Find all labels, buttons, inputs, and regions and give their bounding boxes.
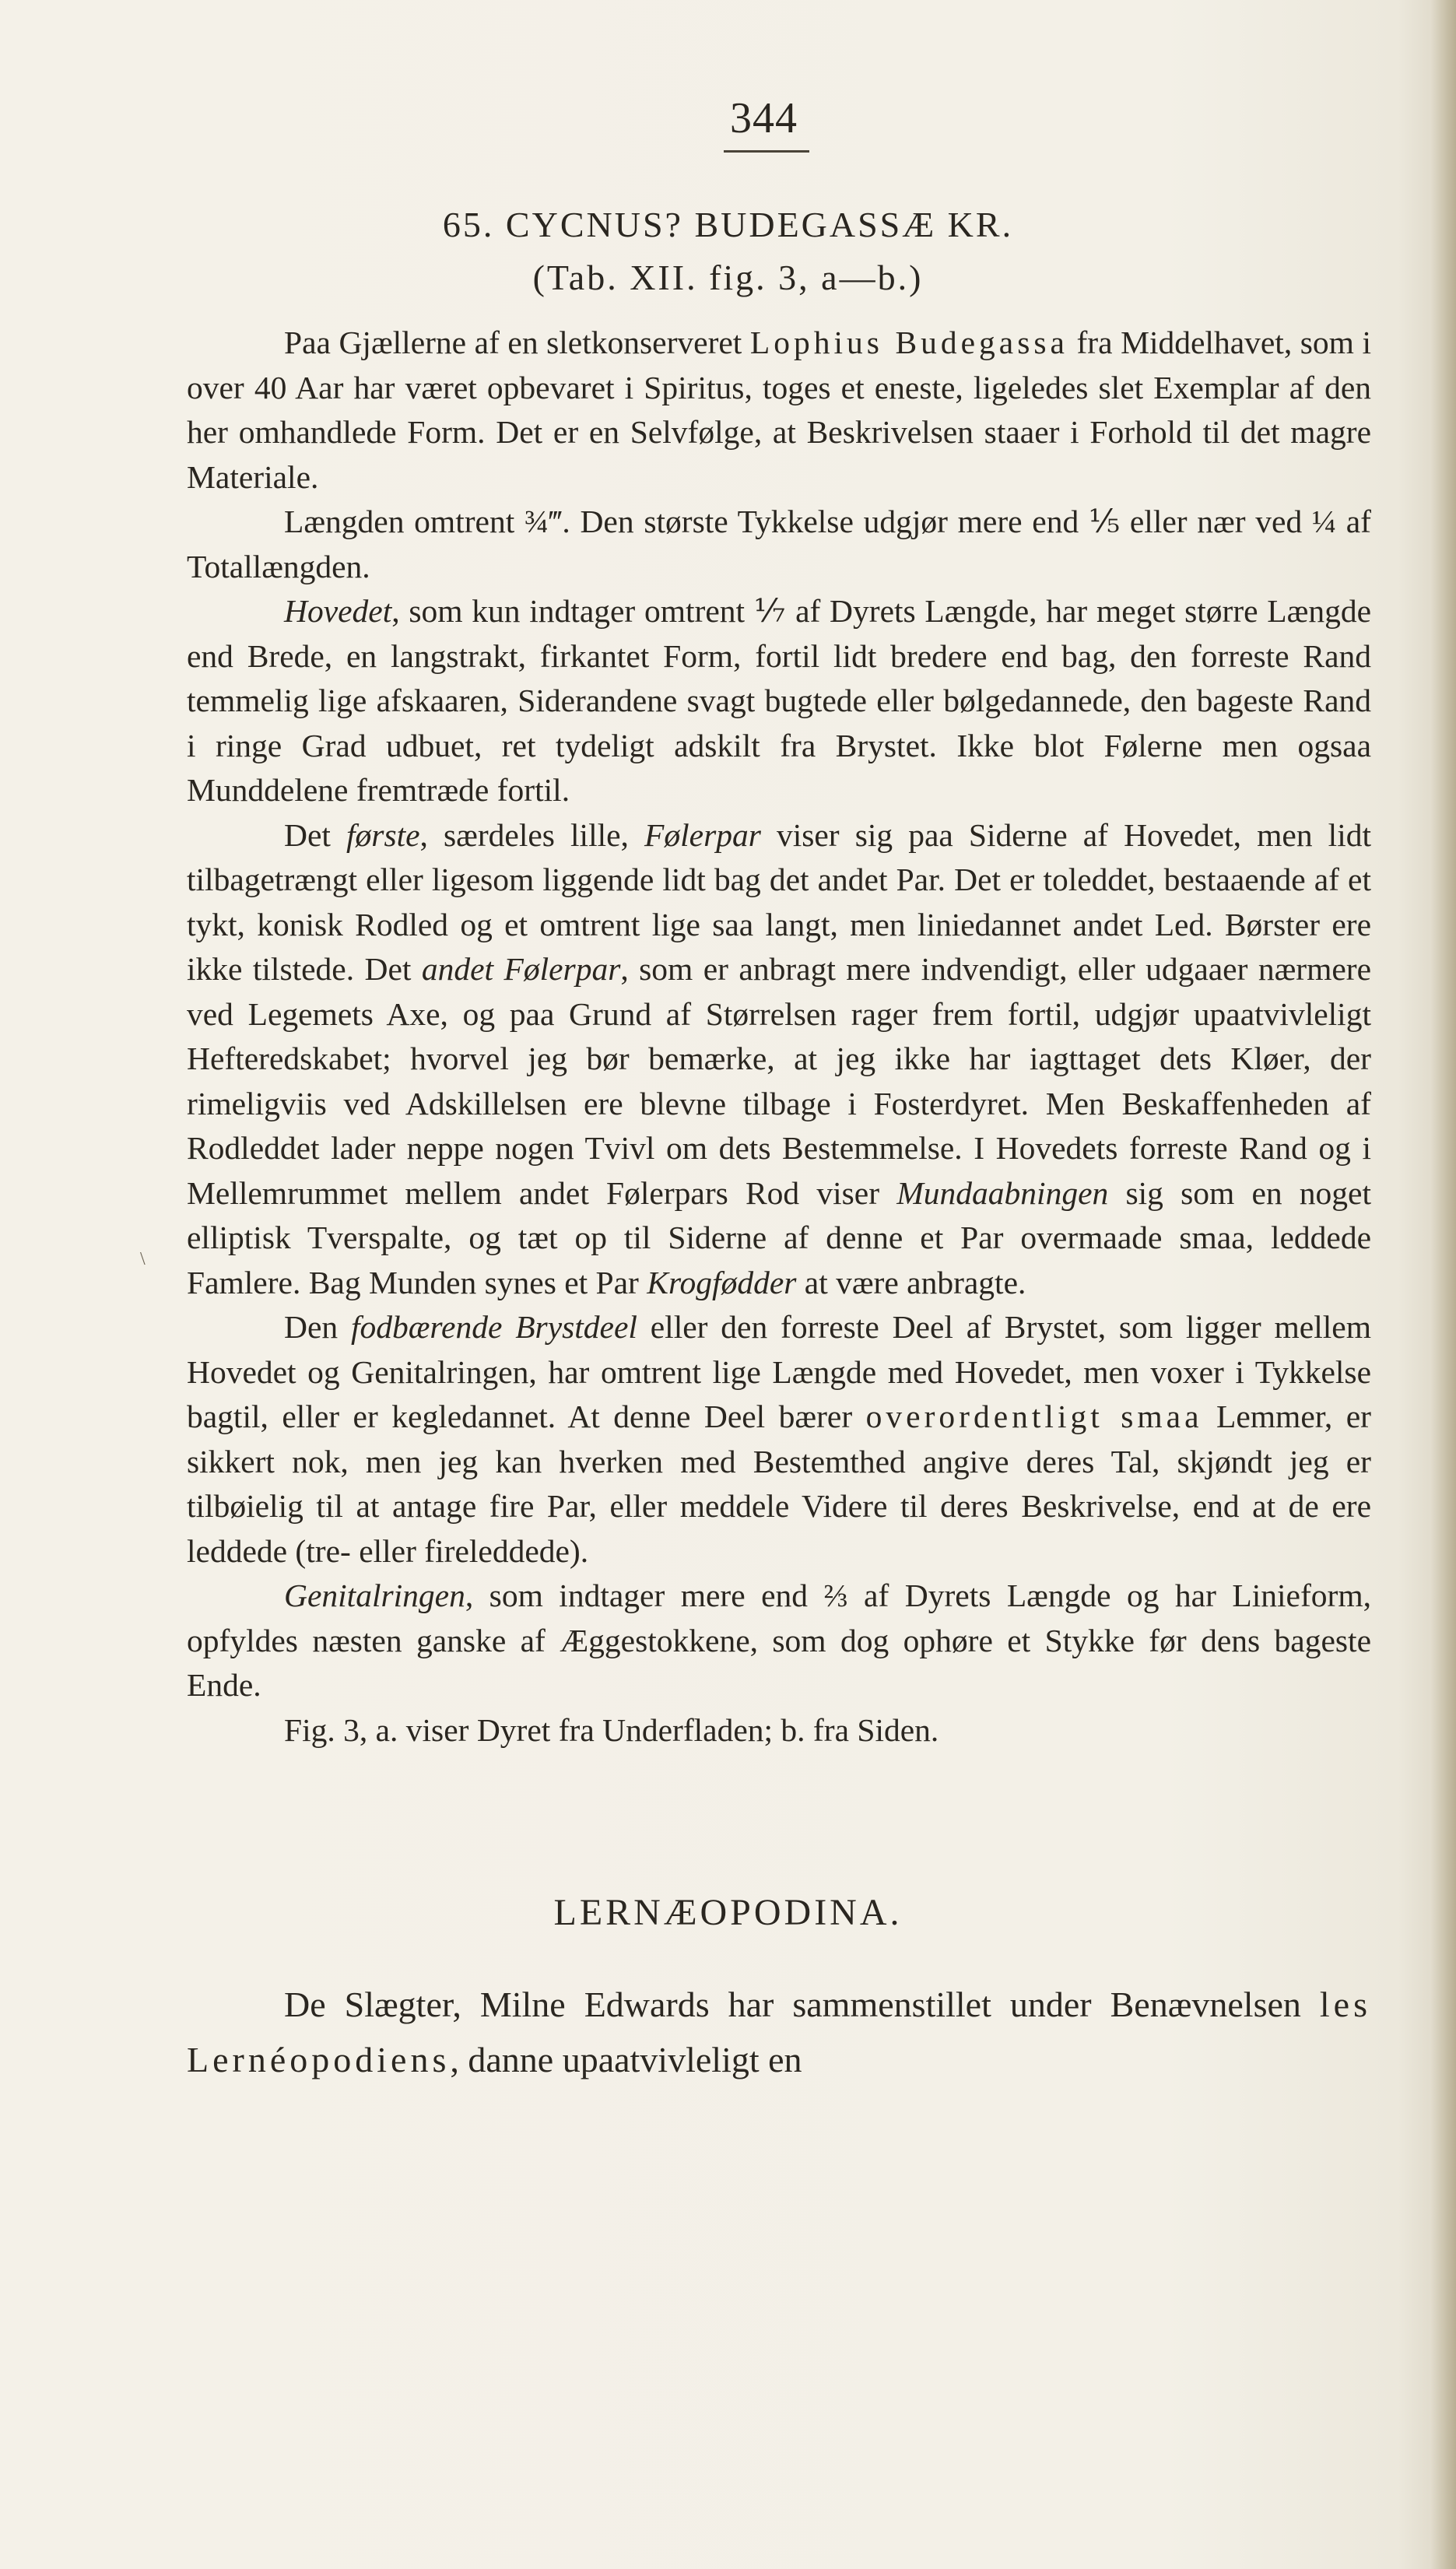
page-edge bbox=[1430, 0, 1456, 2569]
paragraph bbox=[187, 500, 1371, 589]
italic-term: Krogfødder bbox=[647, 1264, 797, 1300]
italic-term: Mundaabningen bbox=[896, 1174, 1109, 1211]
text-run: eller den forreste Deel af Brystet, som ligger mellem Hovedet og Genitalringen, har omtrent lige Længde med Hovedet, men voxer i Tykkelse bagtil, eller er kegledannet. At denne Deel bærer bbox=[187, 1309, 1371, 1434]
text-run: viser sig paa Siderne af Hovedet, men lidt tilbagetrængt eller ligesom liggende lidt bag det andet Par. Det er toleddet, bestaaende af et tykt, konisk Rodled og et omtrent lige saa langt, men liniedannet andet Led. Børster ere ikke tilstede. Det bbox=[187, 816, 1372, 987]
text-run: , som er anbragt mere indvendigt, eller udgaaer nærmere ved Legemets Axe, og paa Grund af Størrelsen rager frem fortil, udgjør upaatvivleligt Hefteredskabet; hvorvel jeg bør bemærke, at jeg ikke har iagttaget dets Kløer, der rimeligviis ved Adskillelsen ere blevne tilbage i Fosterdyret. Men Beskaffenheden af Rodleddet lader neppe nogen Tvivl om dets Bestemmelse. I Hovedets forreste Rand og i Mellemrummet mellem andet Følerpars Rod viser bbox=[187, 951, 1372, 1211]
text-run: , danne upaatvivleligt en bbox=[450, 2040, 802, 2079]
text-run: Fig. 3, a. viser Dyret fra Underfladen; b. fra Siden. bbox=[284, 1711, 939, 1748]
italic-term: Følerpar bbox=[644, 816, 761, 853]
species-heading: 65. CYCNUS? BUDEGASSÆ KR. bbox=[442, 205, 1014, 244]
spaced-term: les Lernéopodiens bbox=[187, 1985, 1371, 2079]
italic-term: andet Følerpar bbox=[421, 951, 621, 987]
italic-term: fodbærende Brystdeel bbox=[350, 1309, 637, 1345]
paragraph bbox=[187, 1708, 1371, 1753]
paragraph bbox=[187, 813, 1371, 1306]
margin-mark: \ bbox=[140, 1249, 146, 1269]
spaced-term: overordentligt smaa bbox=[865, 1399, 1203, 1434]
page-number-underline bbox=[724, 150, 809, 153]
paragraph bbox=[187, 1574, 1371, 1708]
section-body-text bbox=[187, 1977, 1371, 2087]
text-run: , som kun indtager omtrent ⅐ af Dyrets Længde, har meget større Længde end Brede, en langstrakt, firkantet Form, fortil lidt bredere end bag, den forreste Rand temmelig lige afskaaren, Siderandene svagt bugtede eller bølgedannede, den bageste Rand i ringe Grad udbuet, ret tydeligt adskilt fra Brystet. Ikke blot Følerne men ogsaa Munddelene fremtræde fortil. bbox=[187, 593, 1371, 808]
text-run: fra Middelhavet, som i over 40 Aar har været opbevaret i Spiritus, toges et eneste, ligeledes slet Exemplar af den her omhandlede Form. Det er en Selvfølge, at Beskrivelsen staaer i Forhold til det magre Materiale. bbox=[187, 325, 1371, 495]
italic-term: Hovedet bbox=[284, 593, 392, 629]
text-run: Den bbox=[284, 1309, 351, 1345]
body-text bbox=[187, 321, 1371, 1753]
text-run: , som indtager mere end ⅔ af Dyrets Længde og har Linieform, opfyldes næsten ganske af Æggestokkene, som dog ophøre et Stykke før dens bageste Ende. bbox=[187, 1578, 1371, 1703]
italic-term: første bbox=[346, 816, 420, 853]
section-title: LERNÆOPODINA. bbox=[553, 1892, 903, 1933]
text-run: , særdeles lille, bbox=[419, 816, 645, 853]
plate-reference: (Tab. XII. fig. 3, a—b.) bbox=[532, 258, 924, 297]
text-run: Længden omtrent ¾‴. Den største Tykkelse udgjør mere end ⅕ eller nær ved ¼ af Totallængden. bbox=[187, 504, 1371, 584]
paragraph bbox=[187, 321, 1371, 500]
section-paragraph bbox=[187, 1977, 1371, 2087]
text-run: sig som en noget elliptisk Tverspalte, og tæt op til Siderne af denne et Par overmaade smaa, leddede Famlere. Bag Munden synes et Par bbox=[187, 1174, 1372, 1300]
page-number: 344 bbox=[730, 94, 798, 142]
text-run: De Slægter, Milne Edwards har sammenstillet under Benævnelsen bbox=[284, 1985, 1320, 2024]
paragraph bbox=[187, 1305, 1371, 1574]
text-run: Det bbox=[284, 816, 347, 853]
paragraph bbox=[187, 589, 1371, 813]
spaced-term: Lophius Budegassa bbox=[749, 325, 1068, 360]
text-run: Paa Gjællerne af en sletkonserveret bbox=[284, 325, 750, 360]
italic-term: Genitalringen bbox=[284, 1578, 465, 1613]
text-run: at være anbragte. bbox=[796, 1264, 1026, 1300]
text-run: Lemmer, er sikkert nok, men jeg kan hverken med Bestemthed angive deres Tal, skjøndt jeg er tilbøielig til at antage fire Par, eller meddele Videre til deres Beskrivelse, end at de ere leddede (tre- eller fireleddede). bbox=[187, 1399, 1371, 1569]
